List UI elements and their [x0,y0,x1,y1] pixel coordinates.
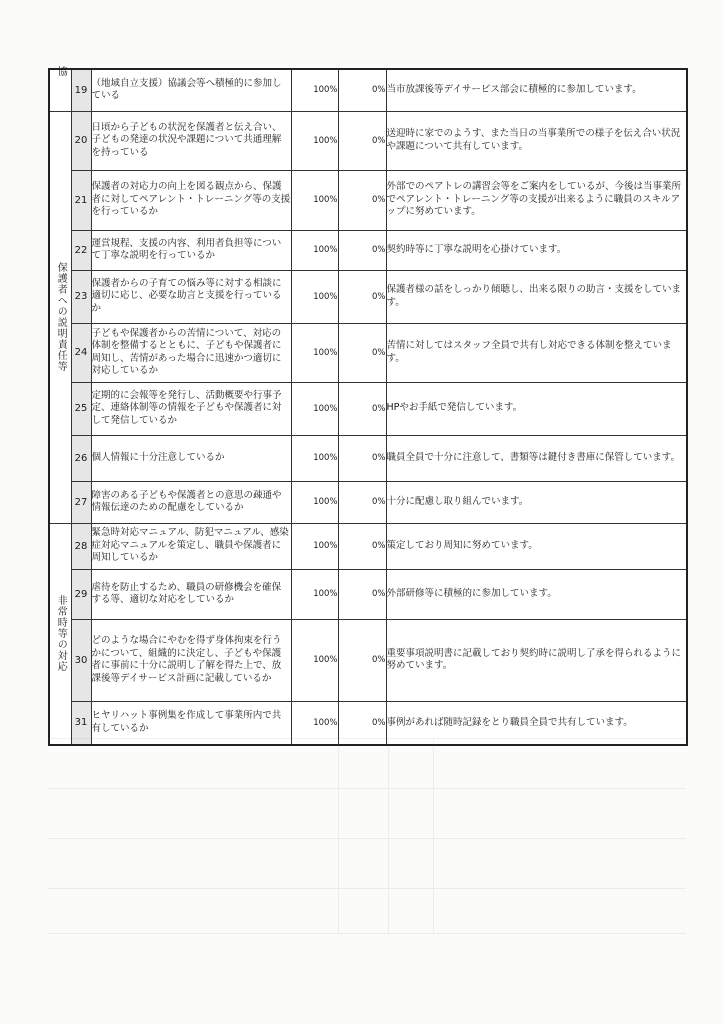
row-number: 26 [71,435,91,481]
row-comment: 契約時等に丁寧な説明を心掛けています。 [386,230,687,270]
row-no-percent: 0% [338,435,386,481]
bleed-through-lines [48,738,686,938]
row-yes-percent: 100% [291,569,338,619]
table-row [49,569,687,619]
row-no-percent: 0% [338,523,386,569]
table-row [49,69,687,111]
category-cell [49,523,71,745]
row-item: 子どもや保護者からの苦情について、対応の体制を整備するとともに、子どもや保護者に周知し、苦情があった場合に迅速かつ適切に対応しているか [91,323,291,382]
row-yes-percent: 100% [291,619,338,701]
row-item: 障害のある子どもや保護者との意思の疎通や情報伝達のための配慮をしているか [91,481,291,523]
row-comment: 苦情に対してはスタッフ全員で共有し対応できる体制を整えています。 [386,323,687,382]
row-item: 緊急時対応マニュアル、防犯マニュアル、感染症対応マニュアルを策定し、職員や保護者に周知しているか [91,523,291,569]
row-number: 24 [71,323,91,382]
row-comment: 職員全員で十分に注意して、書類等は鍵付き書庫に保管しています。 [386,435,687,481]
row-item: 定期的に会報等を発行し、活動概要や行事予定、連絡体制等の情報を子どもや保護者に対して発信しているか [91,382,291,435]
row-no-percent: 0% [338,382,386,435]
row-yes-percent: 100% [291,435,338,481]
evaluation-sheet [48,68,686,746]
row-item: 運営規程、支援の内容、利用者負担等について丁寧な説明を行っているか [91,230,291,270]
row-comment: 当市放課後等デイサービス部会に積極的に参加しています。 [386,69,687,111]
table-row [49,111,687,170]
row-yes-percent: 100% [291,111,338,170]
row-yes-percent: 100% [291,382,338,435]
row-no-percent: 0% [338,701,386,745]
category-cell [49,111,71,523]
table-row [49,382,687,435]
row-no-percent: 0% [338,569,386,619]
row-number: 29 [71,569,91,619]
row-number: 21 [71,170,91,230]
row-comment: 十分に配慮し取り組んでいます。 [386,481,687,523]
row-yes-percent: 100% [291,170,338,230]
table-row [49,323,687,382]
row-number: 30 [71,619,91,701]
row-item: 保護者の対応力の向上を図る観点から、保護者に対してペアレント・トレーニング等の支援を行っているか [91,170,291,230]
row-comment: 策定しており周知に努めています。 [386,523,687,569]
row-yes-percent: 100% [291,523,338,569]
table-row [49,435,687,481]
category-label: 保護者への説明責任等 [55,262,67,372]
row-comment: HPやお手紙で発信しています。 [386,382,687,435]
row-comment: 送迎時に家でのようす、また当日の当事業所での様子を伝え合い状況や課題について共有しています。 [386,111,687,170]
evaluation-table [48,68,688,746]
row-no-percent: 0% [338,69,386,111]
row-comment: 保護者様の話をしっかり傾聴し、出来る限りの助言・支援をしています。 [386,270,687,323]
row-no-percent: 0% [338,170,386,230]
row-yes-percent: 100% [291,230,338,270]
row-item: 個人情報に十分注意しているか [91,435,291,481]
category-label: 非常時等の対応 [55,595,67,673]
row-number: 20 [71,111,91,170]
table-row [49,523,687,569]
category-fragment: 協 [55,66,67,78]
row-yes-percent: 100% [291,270,338,323]
table-row [49,270,687,323]
row-item: 虐待を防止するため、職員の研修機会を確保する等、適切な対応をしているか [91,569,291,619]
row-item: ヒヤリハット事例集を作成して事業所内で共有しているか [91,701,291,745]
row-comment: 外部研修等に積極的に参加しています。 [386,569,687,619]
row-item: （地域自立支援）協議会等へ積極的に参加している [91,69,291,111]
row-number: 27 [71,481,91,523]
row-item: 保護者からの子育ての悩み等に対する相談に適切に応じ、必要な助言と支援を行っているか [91,270,291,323]
row-yes-percent: 100% [291,69,338,111]
row-yes-percent: 100% [291,481,338,523]
row-no-percent: 0% [338,481,386,523]
row-no-percent: 0% [338,111,386,170]
row-no-percent: 0% [338,270,386,323]
table-row [49,170,687,230]
category-cell [49,66,71,111]
row-number: 23 [71,270,91,323]
row-yes-percent: 100% [291,701,338,745]
row-number: 31 [71,701,91,745]
row-comment: 外部でのペアトレの講習会等をご案内をしているが、今後は当事業所でペアレント・トレーニング等の支援が出来るように職員のスキルアップに努めています。 [386,170,687,230]
table-row [49,619,687,701]
row-number: 28 [71,523,91,569]
row-yes-percent: 100% [291,323,338,382]
row-no-percent: 0% [338,230,386,270]
row-item: 日頃から子どもの状況を保護者と伝え合い、子どもの発達の状況や課題について共通理解を持っている [91,111,291,170]
row-number: 25 [71,382,91,435]
table-row [49,481,687,523]
table-row [49,230,687,270]
row-no-percent: 0% [338,619,386,701]
row-comment: 事例があれば随時記録をとり職員全員で共有しています。 [386,701,687,745]
row-comment: 重要事項説明書に記載しており契約時に説明し了承を得られるように努めています。 [386,619,687,701]
row-item: どのような場合にやむを得ず身体拘束を行うかについて、組織的に決定し、子どもや保護者に事前に十分に説明し了解を得た上で、放課後等デイサービス計画に記載しているか [91,619,291,701]
row-number: 19 [71,69,91,111]
row-no-percent: 0% [338,323,386,382]
row-number: 22 [71,230,91,270]
